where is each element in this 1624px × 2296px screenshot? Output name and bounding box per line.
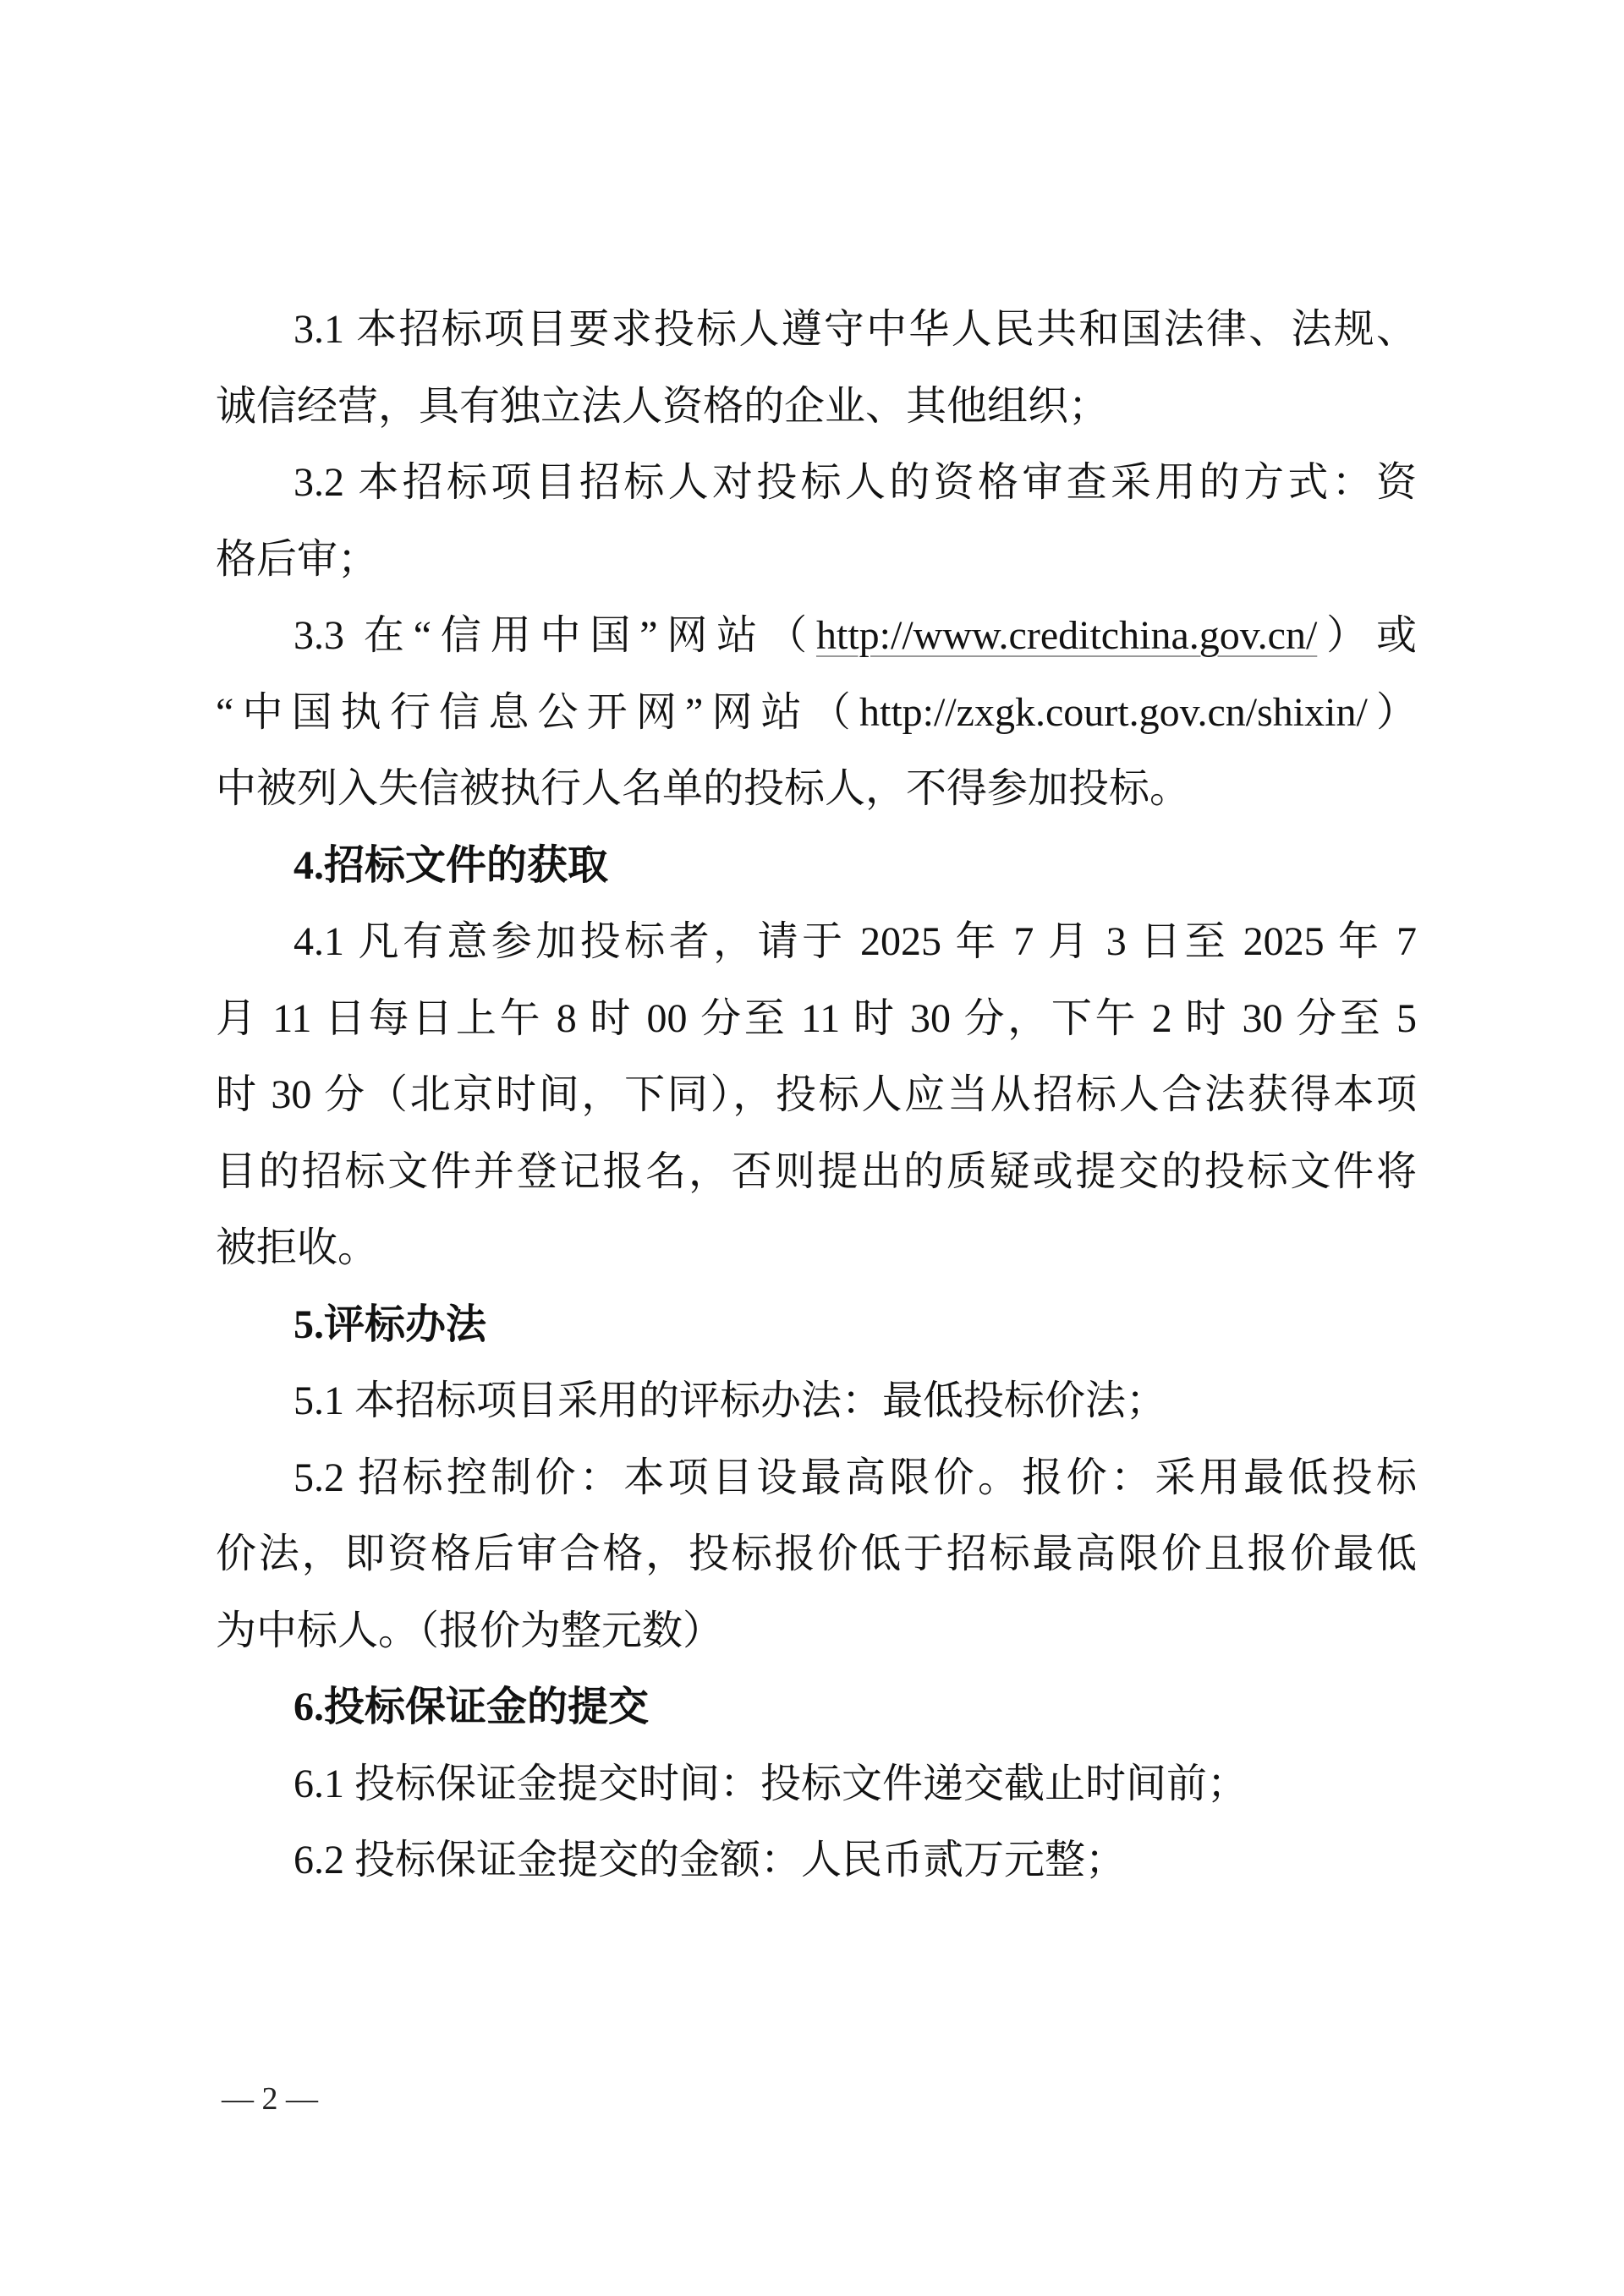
para-3-3-prefix-2: “中国执行信息公开网”网站（ [216,689,859,735]
page-number: — 2 — [222,2081,318,2117]
para-3-1-line-2: 诚信经营，具有独立法人资格的企业、其他组织； [216,383,1110,429]
para-5-2-line-1: 5.2 招标控制价：本项目设最高限价。报价：采用最低投标 [294,1455,1417,1500]
para-3-3-line-2 [216,675,1417,752]
heading-section-6: 6.投标保证金的提交 [294,1685,650,1729]
url-creditchina: http://www.creditchina.gov.cn/ [815,613,1318,658]
para-5-1-line-1: 5.1 本招标项目采用的评标办法：最低投标价法； [294,1378,1167,1423]
para-4-1-line-2: 月 11 日每日上午 8 时 00 分至 11 时 30 分，下午 2 时 30 分至 5 [216,995,1417,1041]
para-4-1-line-3: 时 30 分（北京时间，下同），投标人应当从招标人合法获得本项 [216,1072,1417,1117]
document-body [216,292,1417,1899]
url-zxgk-court: http://zxgk.court.gov.cn/shixin/ [859,689,1368,735]
para-3-3-suffix-2: ） [1367,689,1417,735]
para-3-3-prefix: 3.3 在“信用中国”网站（ [294,613,816,658]
para-5-2-line-2: 价法，即资格后审合格，投标报价低于招标最高限价且报价最低 [216,1532,1417,1576]
para-3-3-line-1 [216,598,1417,675]
para-5-2-line-3: 为中标人。（报价为整元数） [216,1608,724,1653]
para-3-1-line-1: 3.1 本招标项目要求投标人遵守中华人民共和国法律、法规、 [294,307,1417,352]
para-4-1-line-4: 目的招标文件并登记报名，否则提出的质疑或提交的投标文件将 [216,1148,1417,1194]
para-3-2-line-1: 3.2 本招标项目招标人对投标人的资格审查采用的方式：资 [294,460,1417,505]
para-3-3-suffix: ）或 [1317,613,1417,658]
para-6-2-line-1: 6.2 投标保证金提交的金额：人民币贰万元整； [294,1838,1127,1882]
para-3-3-line-3: 中被列入失信被执行人名单的投标人，不得参加投标。 [216,766,1191,811]
heading-section-4: 4.招标文件的获取 [294,842,609,888]
para-4-1-line-1: 4.1 凡有意参加投标者，请于 2025 年 7 月 3 日至 2025 年 7 [294,919,1417,964]
heading-section-5: 5.评标办法 [294,1301,487,1347]
para-6-1-line-1: 6.1 投标保证金提交时间：投标文件递交截止时间前； [294,1761,1248,1806]
para-4-1-line-5: 被拒收。 [216,1225,379,1270]
para-3-2-line-2: 格后审； [216,536,379,582]
